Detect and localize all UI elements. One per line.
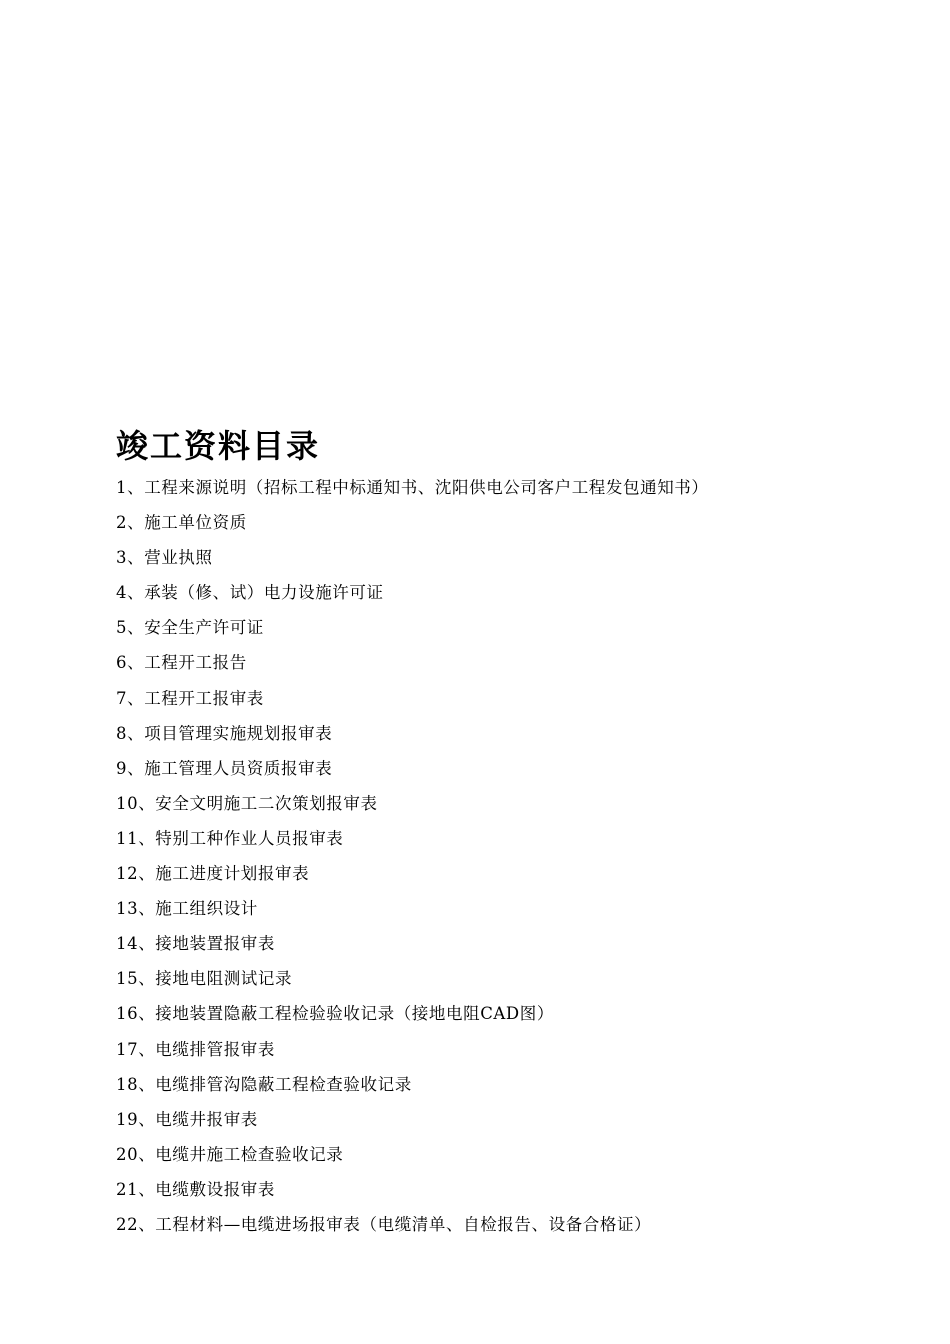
table-of-contents xyxy=(116,470,709,1242)
document-title: 竣工资料目录 xyxy=(116,427,321,465)
toc-item: 1、工程来源说明（招标工程中标通知书、沈阳供电公司客户工程发包通知书） xyxy=(116,478,709,497)
toc-item: 14、接地装置报审表 xyxy=(116,934,275,954)
toc-item: 15、接地电阻测试记录 xyxy=(116,969,293,989)
toc-item: 5、安全生产许可证 xyxy=(116,618,264,638)
toc-item: 22、工程材料—电缆进场报审表（电缆清单、自检报告、设备合格证） xyxy=(116,1214,652,1234)
toc-item: 18、电缆排管沟隐蔽工程检查验收记录 xyxy=(116,1074,412,1094)
toc-item: 19、电缆井报审表 xyxy=(116,1109,258,1129)
toc-item: 21、电缆敷设报审表 xyxy=(116,1179,275,1199)
toc-item: 10、安全文明施工二次策划报审表 xyxy=(116,793,378,813)
toc-item: 11、特别工种作业人员报审表 xyxy=(116,828,344,848)
toc-item: 7、工程开工报审表 xyxy=(116,688,264,708)
toc-item: 4、承装（修、试）电力设施许可证 xyxy=(116,583,384,603)
toc-item: 8、项目管理实施规划报审表 xyxy=(116,723,333,743)
toc-item: 20、电缆井施工检查验收记录 xyxy=(116,1144,344,1164)
toc-item: 13、施工组织设计 xyxy=(116,899,258,919)
toc-item: 16、接地装置隐蔽工程检验验收记录（接地电阻CAD图） xyxy=(116,1004,554,1024)
toc-item: 12、施工进度计划报审表 xyxy=(116,864,310,884)
toc-item: 17、电缆排管报审表 xyxy=(116,1039,275,1059)
toc-item: 3、营业执照 xyxy=(116,548,213,568)
toc-item: 6、工程开工报告 xyxy=(116,653,247,673)
toc-item: 2、施工单位资质 xyxy=(116,513,247,533)
toc-item: 9、施工管理人员资质报审表 xyxy=(116,758,333,778)
